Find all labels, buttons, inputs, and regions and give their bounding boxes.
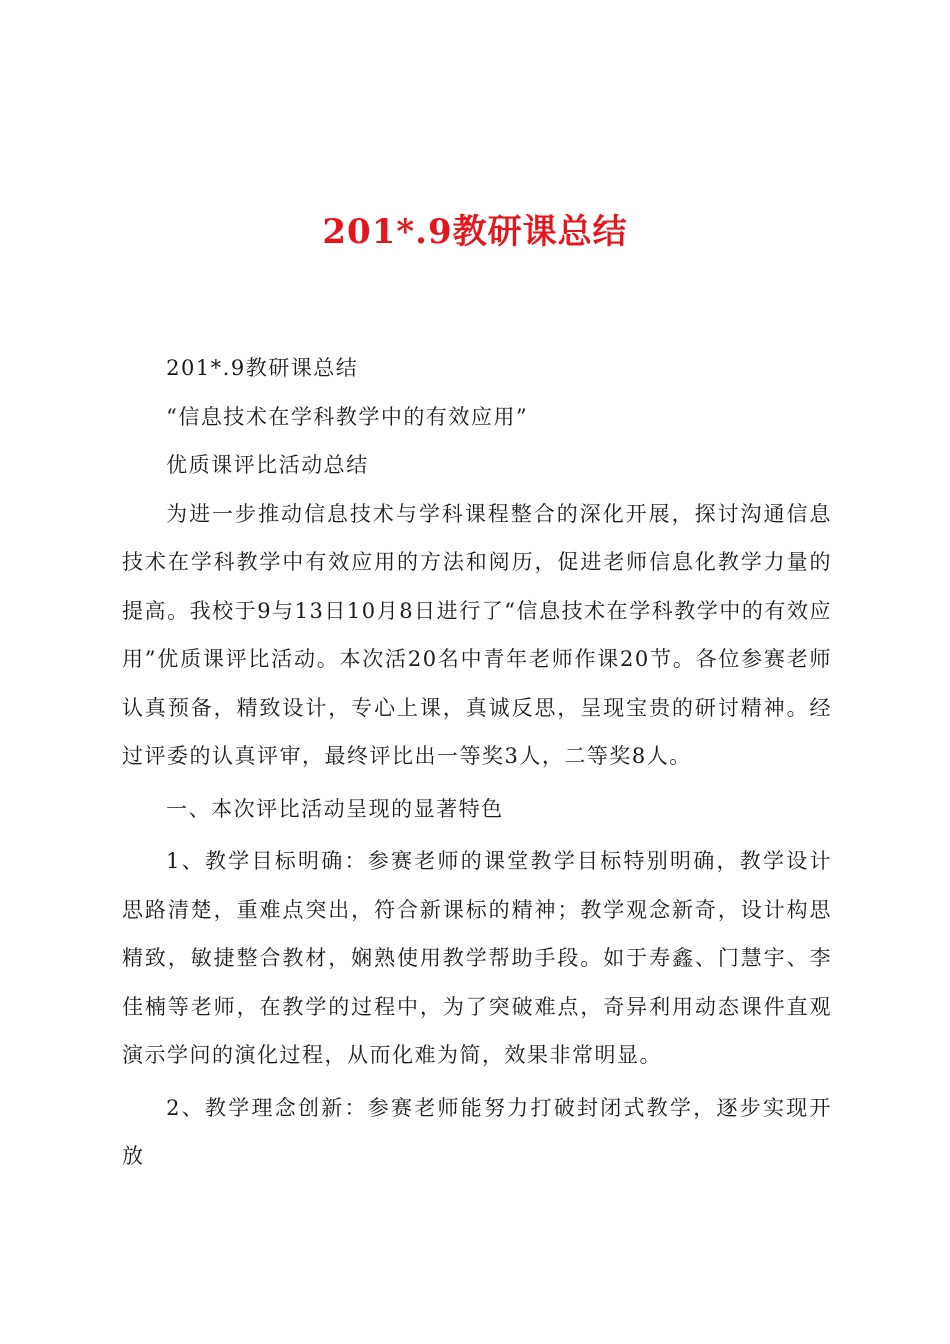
paragraph-subtitle: 201*.9教研课总结 — [166, 356, 359, 380]
document-body — [122, 344, 832, 1181]
paragraph-introduction: 为进一步推动信息技术与学科课程整合的深化开展，探讨沟通信息技术在学科教学中有效应用的方法和阅历，促进老师信息化教学力量的提高。我校于9与13日10月8日进行了“信息技术在学科教学中的有效应用”优质课评比活动。本次活20名中青年老师作课20节。各位参赛老师认真预备，精致设计，专心上课，真诚反思，呈现宝贵的研讨精神。经过评委的认真评审，最终评比出一等奖3人，二等奖8人。 — [122, 501, 832, 768]
document-title: 201*.9教研课总结 — [322, 212, 628, 252]
paragraph-quoted-topic: “信息技术在学科教学中的有效应用” — [166, 404, 529, 429]
paragraph-point-2: 2、教学理念创新：参赛老师能努力打破封闭式教学，逐步实现开放 — [122, 1095, 832, 1168]
paragraph-activity-heading: 优质课评比活动总结 — [166, 453, 369, 477]
paragraph-point-1: 1、教学目标明确：参赛老师的课堂教学目标特别明确，教学设计思路清楚，重难点突出，符合新课标的精神；教学观念新奇，设计构思精致，敏捷整合教材，娴熟使用教学帮助手段。如于寿鑫、门慧宇、李佳楠等老师，在教学的过程中，为了突破难点，奇异利用动态课件直观演示学问的演化过程，从而化难为简，效果非常明显。 — [122, 849, 832, 1067]
section-heading-features: 一、本次评比活动呈现的显著特色 — [166, 796, 504, 821]
